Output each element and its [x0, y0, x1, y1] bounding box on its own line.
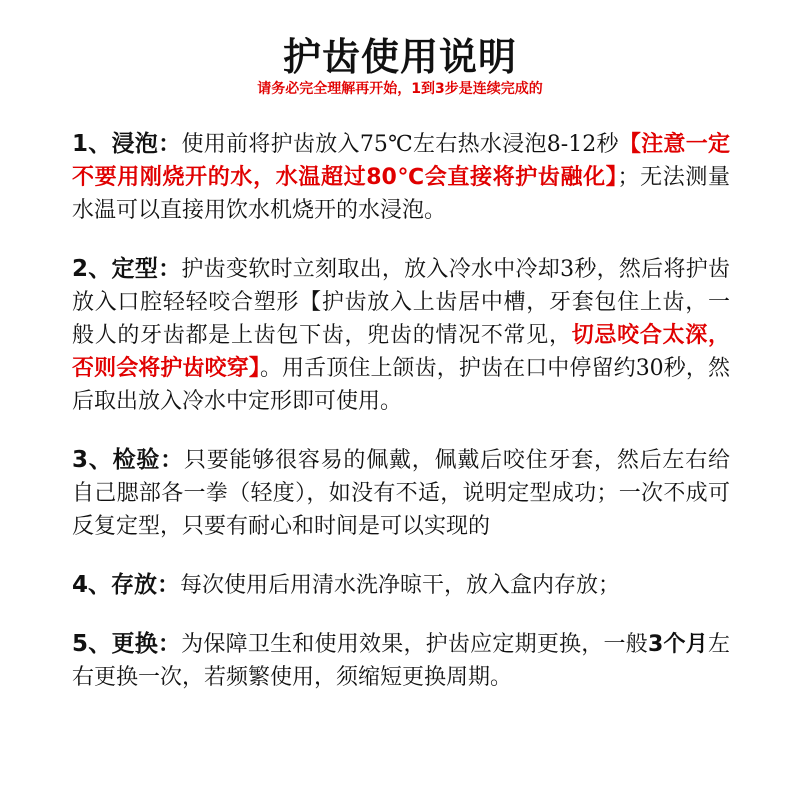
section-replace [72, 628, 730, 694]
section-heading: 2、定型： [72, 256, 182, 282]
section-text: ；无法测量水温可以直接用饮水机烧开的水浸泡。 [72, 165, 730, 223]
section-text: 左右更换一次，若频繁使用，须缩短更换周期。 [72, 632, 730, 690]
section-storage [72, 569, 730, 602]
section-text: 每次使用后用清水洗净晾干，放入盒内存放； [180, 573, 621, 598]
section-warning: 切忌咬合太深，否则会将护齿咬穿】 [72, 323, 730, 381]
section-heading: 1、浸泡： [72, 131, 182, 157]
section-text: 只要能够很容易的佩戴，佩戴后咬住牙套，然后左右给自己腮部各一拳（轻度），如没有不适，说明定型成功；一次不成可反复定型，只要有耐心和时间是可以实现的 [72, 448, 730, 539]
section-text: 护齿变软时立刻取出，放入冷水中冷却3秒，然后将护齿放入口腔轻轻咬合塑形【护齿放入上齿居中槽，牙套包住上齿，一般人的牙齿都是上齿包下齿，兜齿的情况不常见， [72, 257, 730, 348]
section-shape [72, 253, 730, 418]
section-text: 使用前将护齿放入75℃左右热水浸泡8-12秒 [181, 132, 619, 157]
section-text: 为保障卫生和使用效果，护齿应定期更换，一般 [181, 632, 648, 657]
instruction-sections [72, 128, 730, 720]
section-heading: 4、存放： [72, 572, 181, 598]
section-heading: 5、更换： [72, 631, 182, 657]
section-warning: 【注意一定不要用刚烧开的水，水温超过80℃会直接将护齿融化】 [72, 132, 730, 190]
section-emphasis: 3个月 [647, 632, 708, 657]
page-title: 护齿使用说明 [282, 35, 517, 79]
section-heading: 3、检验： [72, 447, 184, 473]
section-soak [72, 128, 730, 227]
page-subtitle: 请务必完全理解再开始，1到3步是连续完成的 [257, 81, 543, 97]
section-text: 。用舌顶住上颌齿，护齿在口中停留约30秒，然后取出放入冷水中定形即可使用。 [72, 356, 730, 414]
section-check [72, 444, 730, 543]
